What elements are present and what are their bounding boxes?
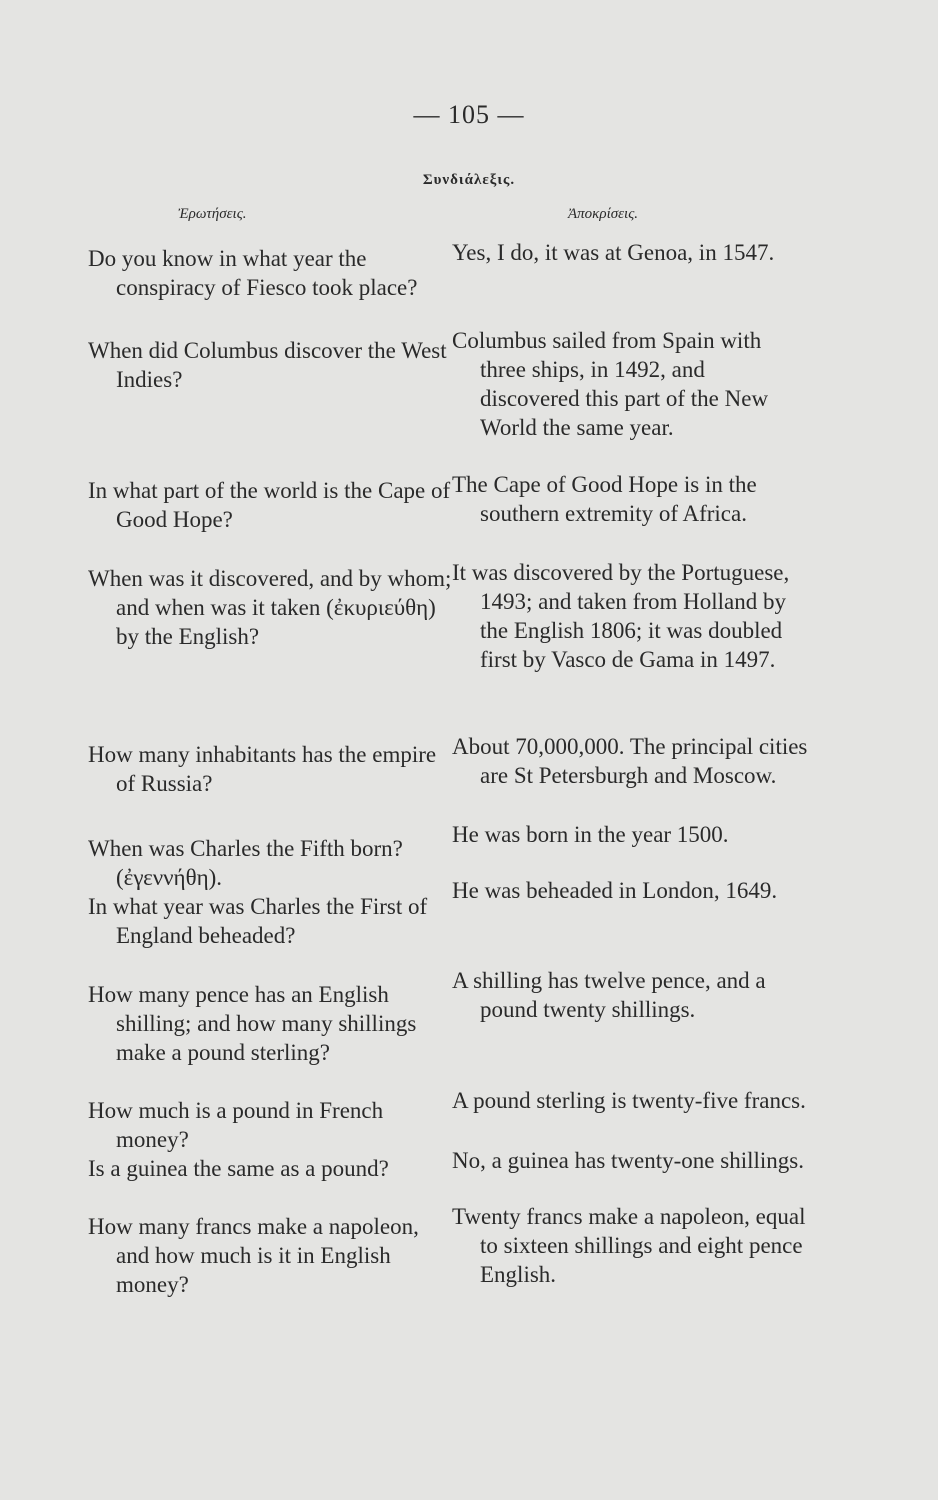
answer-2: Columbus sailed from Spain with three ships, in 1492, and discovered this part of the New World the same year. — [452, 328, 769, 440]
question-5: How many inhabitants has the empire of Russia? — [88, 742, 437, 796]
question-8: How many pence has an English shilling; and how many shillings make a pound sterling? — [88, 982, 417, 1065]
question-7: In what year was Charles the First of England beheaded? — [88, 894, 428, 948]
question-9: How much is a pound in French money? — [88, 1098, 384, 1152]
page-number: — 105 — — [413, 100, 525, 129]
answer-11: Twenty francs make a napoleon, equal to sixteen shillings and eight pence English. — [452, 1204, 806, 1287]
question-4: When was it discovered, and by whom; and when was it taken (ἐκυριεύθη) by the English? — [88, 566, 452, 649]
question-6: When was Charles the Fifth born? (ἐγεννήθη). — [88, 836, 403, 890]
answer-8: A shilling has twelve pence, and a pound twenty shillings. — [452, 968, 766, 1022]
question-11: How many francs make a napoleon, and how much is it in English money? — [88, 1214, 419, 1297]
section-heading: Συνδιάλεξις. — [422, 172, 516, 188]
answer-3: The Cape of Good Hope is in the southern extremity of Africa. — [452, 472, 757, 526]
answer-9: A pound sterling is twenty-five francs. — [452, 1088, 806, 1113]
answer-1: Yes, I do, it was at Genoa, in 1547. — [452, 240, 775, 265]
questions-column-header: Ἐρωτήσεις. — [178, 206, 247, 222]
answer-6: He was born in the year 1500. — [452, 822, 729, 847]
answer-4: It was discovered by the Portuguese, 1493; and taken from Holland by the English 1806; it was doubled first by Vasco de Gama in 1497. — [452, 560, 790, 672]
answer-5: About 70,000,000. The principal cities are St Petersburgh and Moscow. — [452, 734, 808, 788]
question-3: In what part of the world is the Cape of Good Hope? — [88, 478, 451, 532]
question-2: When did Columbus discover the West Indies? — [88, 338, 447, 392]
answer-7: He was beheaded in London, 1649. — [452, 878, 778, 903]
question-1: Do you know in what year the conspiracy of Fiesco took place? — [88, 246, 418, 300]
answer-10: No, a guinea has twenty-one shillings. — [452, 1148, 804, 1173]
question-10: Is a guinea the same as a pound? — [88, 1156, 389, 1181]
answers-column-header: Ἀποκρίσεις. — [568, 206, 639, 222]
